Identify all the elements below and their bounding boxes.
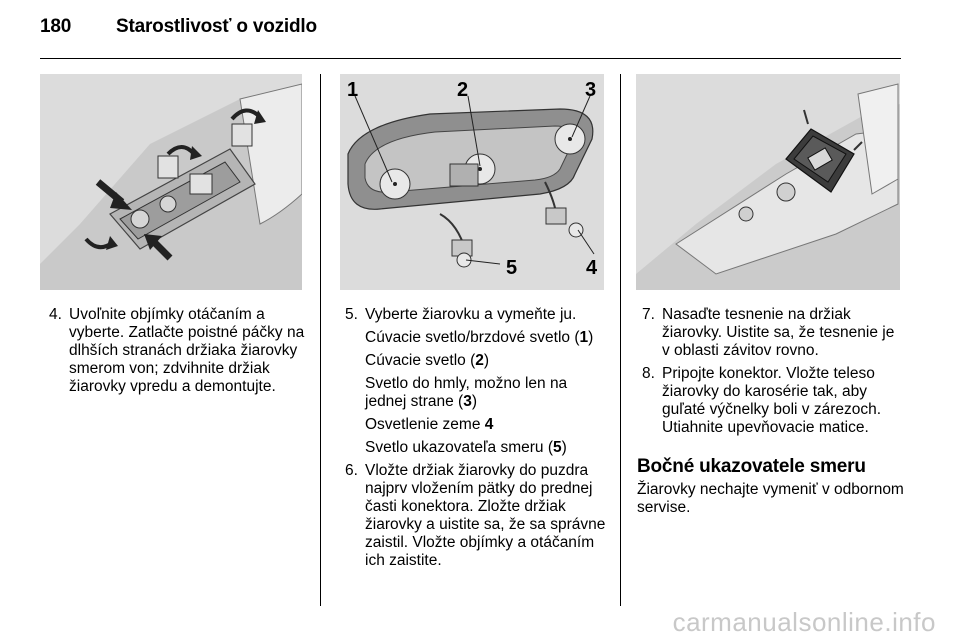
bulb-ref-1: 1 [579,329,589,346]
bulb-ref-5: 5 [553,439,562,456]
header-rule [40,58,901,59]
step-5 [340,306,612,324]
callout-1: 1 [347,79,359,101]
section-heading-side-indicators: Bočné ukazovatele smeru [637,456,866,477]
step-7-text: Nasaďte tesnenie na držiak žiarovky. Uistite sa, že tesnenie je v oblasti závitov rovno. [662,306,895,359]
bulb-ref-4: 4 [484,416,494,433]
callout-3: 3 [585,79,597,101]
bulb-item-4: Osvetlenie zeme 4 [365,416,494,433]
step-6 [340,462,612,570]
column-divider-1 [320,74,321,606]
step-5-text: Vyberte žiarovku a vymeňte ju. [365,306,577,323]
figure-lamp-holder-removal [40,74,302,290]
step-6-number: 6. [345,462,358,479]
watermark: carmanualsonline.info [672,607,936,637]
figure-bulb-holder [340,74,604,290]
column-divider-2 [620,74,621,606]
step-4-text: Uvoľnite objímky otáčaním a vyberte. Zatlačte poistné páčky na dlhších stranách držiaka žiarovky smerom von; zdvihnite držiak žiarovky vpredu a demontujte. [69,306,305,395]
step-4-number: 4. [49,306,62,323]
page-title: Starostlivosť o vozidlo [116,16,317,37]
step-8-number: 8. [642,365,655,382]
column-1-text [44,306,312,401]
bulb-item-5: Svetlo ukazovateľa smeru (5) [365,439,567,456]
bulb-item-1: Cúvacie svetlo/brzdové svetlo (1) [365,329,594,346]
column-3-text [637,306,905,517]
step-7 [637,306,905,360]
step-6-text: Vložte držiak žiarovky do puzdra najprv vložením pätky do prednej časti konektora. Zložte držiak žiarovky a uistite sa, že sa správne zaistil. Vložte objímky a otáčaním ich zaistite. [365,462,606,569]
step-5-number: 5. [345,306,358,323]
callout-4: 4 [586,257,598,279]
bulb-item-2: Cúvacie svetlo (2) [365,352,490,369]
step-8-text: Pripojte konektor. Vložte teleso žiarovky do karosérie tak, aby guľaté výčnelky boli v zárezoch. Utiahnite upevňovacie matice. [662,365,882,436]
callout-2: 2 [457,79,469,101]
figure-seal-connector [636,74,900,290]
callout-5: 5 [506,257,518,279]
bulb-item-3: Svetlo do hmly, možno len na jednej strane (3) [365,375,568,410]
section-text-side-indicators: Žiarovky nechajte vymeniť v odbornom servise. [637,481,904,516]
bulb-ref-3: 3 [463,393,472,410]
step-4 [44,306,312,396]
column-2-text [340,306,612,575]
bulb-ref-2: 2 [475,352,484,369]
step-7-number: 7. [642,306,655,323]
step-8 [637,365,905,437]
page-number: 180 [40,16,72,37]
